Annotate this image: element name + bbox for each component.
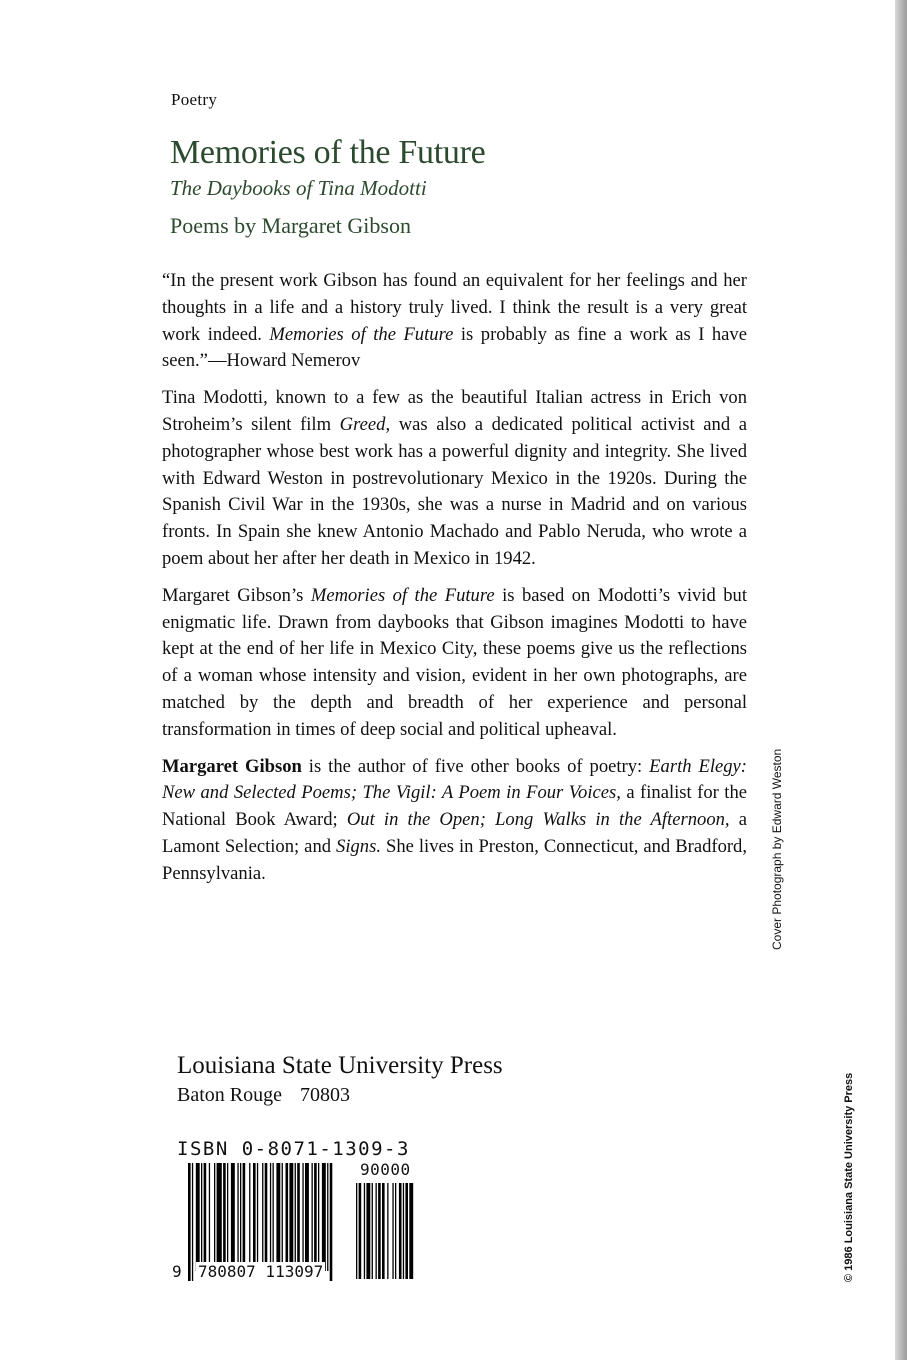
barcode-addon-bar <box>364 1183 365 1279</box>
barcode-addon-bar <box>366 1183 370 1279</box>
publisher-zip: 70803 <box>300 1084 350 1106</box>
barcode-bar <box>201 1163 202 1271</box>
review-quote: “In the present work Gibson has found an equivalent for her feelings and her thoughts in a life and a history truly lived. I think the result is a very great work indeed. Memories of the Future is probably as fine a work as I have seen.”—Howard Nemerov <box>162 270 747 372</box>
book-title: Memories of the Future <box>170 134 486 171</box>
barcode-bar <box>249 1163 250 1271</box>
barcode-bar <box>231 1163 235 1271</box>
barcode-addon-bar <box>359 1183 362 1279</box>
barcode-addon-bar <box>356 1183 357 1279</box>
barcode-bar <box>192 1163 193 1281</box>
barcode-bar <box>217 1163 222 1271</box>
barcode-bar <box>330 1163 333 1281</box>
barcode-bar <box>262 1163 263 1271</box>
barcode-addon-bar <box>376 1183 377 1279</box>
barcode-bar <box>253 1163 256 1271</box>
publisher-city: Baton Rouge <box>177 1084 282 1106</box>
barcode-bar <box>204 1163 207 1271</box>
barcode-bar <box>314 1163 317 1271</box>
barcode-addon-bar <box>372 1183 373 1279</box>
barcode-bar <box>214 1163 215 1271</box>
barcode-bar <box>240 1163 241 1271</box>
barcode-bar <box>188 1163 191 1281</box>
publisher-name: Louisiana State University Press <box>177 1052 503 1079</box>
barcode-bar <box>312 1163 313 1271</box>
barcode-bar <box>243 1163 246 1271</box>
barcode-bar <box>196 1163 200 1271</box>
barcode-bar <box>227 1163 228 1271</box>
barcode-bar <box>276 1163 280 1271</box>
blurb-body <box>162 268 747 898</box>
barcode-bar <box>237 1163 238 1271</box>
barcode-addon-digits: 90000 <box>360 1160 411 1179</box>
barcode-bar <box>327 1163 328 1271</box>
publisher-address <box>177 1084 350 1107</box>
barcode-bar <box>302 1163 303 1271</box>
isbn-label: ISBN 0-8071-1309-3 <box>177 1138 410 1160</box>
book-subtitle: The Daybooks of Tina Modotti <box>170 176 427 200</box>
barcode-addon-bar <box>387 1183 388 1279</box>
copyright-notice: © 1986 Louisiana State University Press <box>843 1072 855 1282</box>
barcode-addon-bar <box>399 1183 402 1279</box>
page-edge-shadow <box>895 0 907 1360</box>
barcode-addon-bar <box>395 1183 396 1279</box>
barcode-bar <box>297 1163 300 1271</box>
cover-photo-credit: Cover Photograph by Edward Weston <box>770 748 784 950</box>
barcode-bar <box>265 1163 268 1271</box>
author-byline: Poems by Margaret Gibson <box>170 213 411 238</box>
barcode-bar <box>295 1163 296 1271</box>
barcode-bar <box>209 1163 210 1271</box>
barcode-bar <box>322 1163 326 1271</box>
barcode-bar <box>318 1163 319 1271</box>
barcode-bar <box>223 1163 226 1271</box>
barcode-bar <box>289 1163 293 1271</box>
category-label: Poetry <box>171 90 218 109</box>
barcode-bar <box>282 1163 283 1271</box>
barcode-addon-bar <box>405 1183 408 1279</box>
author-bio: Margaret Gibson is the author of five other books of poetry: Earth Elegy: New and Selected Poems; The Vigil: A Poem in Four Voices, a finalist for the National Book Award; Out in the Open; Long Walks in the Afternoon, a Lamont Selection; and Signs. She lives in Preston, Connecticut, and Bradford, Pennsylvania. <box>162 755 748 884</box>
barcode-bar <box>270 1163 271 1271</box>
barcode-addon-bar <box>382 1183 385 1279</box>
description-paragraph-1: Tina Modotti, known to a few as the beautiful Italian actress in Erich von Stroheim’s silent film Greed, was also a dedicated political activist and a photographer whose best work has a powerful dignity and integrity. She lived with Edward Weston in postrevolutionary Mexico in the 1920s. During the Spanish Civil War in the 1930s, she was a nurse in Madrid and on various fronts. In Spain she knew Antonio Machado and Pablo Neruda, who wrote a poem about her after her death in Mexico in 1942. <box>162 387 747 569</box>
barcode-addon-bar <box>378 1183 381 1279</box>
description-paragraph-2: Margaret Gibson’s Memories of the Future is based on Modotti’s vivid but enigmatic life. Drawn from daybooks that Gibson imagines Modotti to have kept at the end of her life in Mexico City, these poems give us the reflections of a woman whose intensity and vision, evident in her own photographs, are matched by the depth and breadth of her experience and personal transformation in times of deep social and political upheaval. <box>162 584 747 740</box>
barcode-bar <box>305 1163 309 1271</box>
barcode-main-digits: 780807 113097 <box>198 1262 324 1281</box>
barcode-bar <box>273 1163 274 1271</box>
barcode-bar <box>257 1163 258 1271</box>
barcode-lead-digit: 9 <box>172 1262 182 1281</box>
barcode-addon-bar <box>409 1183 413 1279</box>
barcode-addon-bar <box>403 1183 404 1279</box>
barcode-bar <box>286 1163 289 1271</box>
barcode-addon-bar <box>392 1183 393 1279</box>
